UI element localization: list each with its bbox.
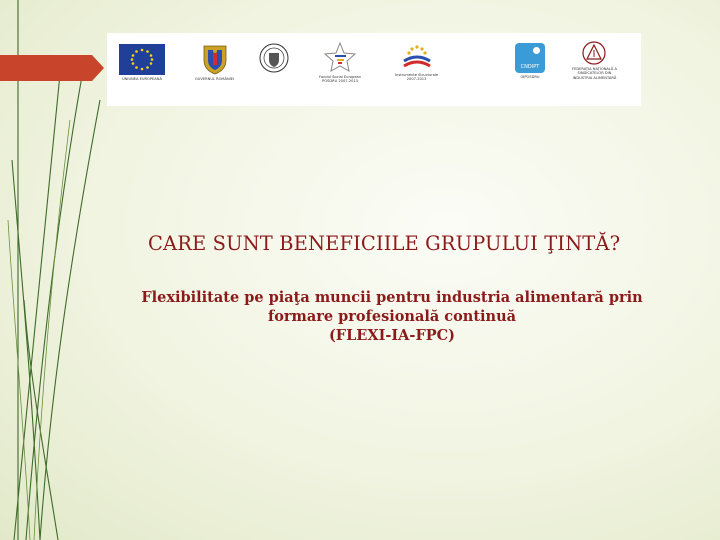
red-arrow-tab [0,55,104,81]
eu-caption: UNIUNEA EUROPEANĂ [122,77,162,81]
fse-caption-1: Fondul Social European [319,75,362,79]
federation-caption-3: INDUSTRIA ALIMENTARĂ [572,75,617,80]
project-name [122,288,662,345]
government-caption: GUVERNUL ROMÂNIEI [195,77,235,81]
cndipt-badge [515,43,545,73]
cndipt-text: CNDIPT [520,64,540,70]
logo-banner [107,33,641,106]
ministry-seal-logo [259,43,289,73]
federation-emblem-icon [581,41,607,65]
project-line-1: Flexibilitate pe piaţa muncii pentru industria alimentară prin [141,289,643,306]
is-caption-2: 2007-2013 [406,77,427,82]
government-logo [195,43,234,81]
slide-title: CARE SUNT BENEFICIILE GRUPULUI ŢINTĂ? [148,232,621,255]
structural-instruments-logo [395,41,438,82]
federation-logo [572,41,617,80]
eu-flag-icon [119,44,165,75]
star-icon [320,41,360,73]
dot-icon [533,47,540,54]
fse-caption-2: POSDRU 2007-2013 [322,79,358,84]
federation-caption-1: FEDERAŢIA NAŢIONALĂ A [572,67,617,71]
cndipt-caption: OIPOSDRU [520,75,540,79]
federation-caption-2: SINDICATELOR DIN [577,71,612,76]
fse-logo [319,41,361,84]
cndipt-logo [515,43,545,79]
eu-logo [119,44,165,81]
structural-instruments-icon [398,41,436,71]
project-line-2: formare profesională continuă [267,308,517,325]
seal-icon [259,43,289,73]
is-caption-1: Instrumente Structurale [395,73,439,77]
project-line-3: (FLEXI-IA-FPC) [328,327,456,344]
coat-of-arms-icon [202,43,228,75]
